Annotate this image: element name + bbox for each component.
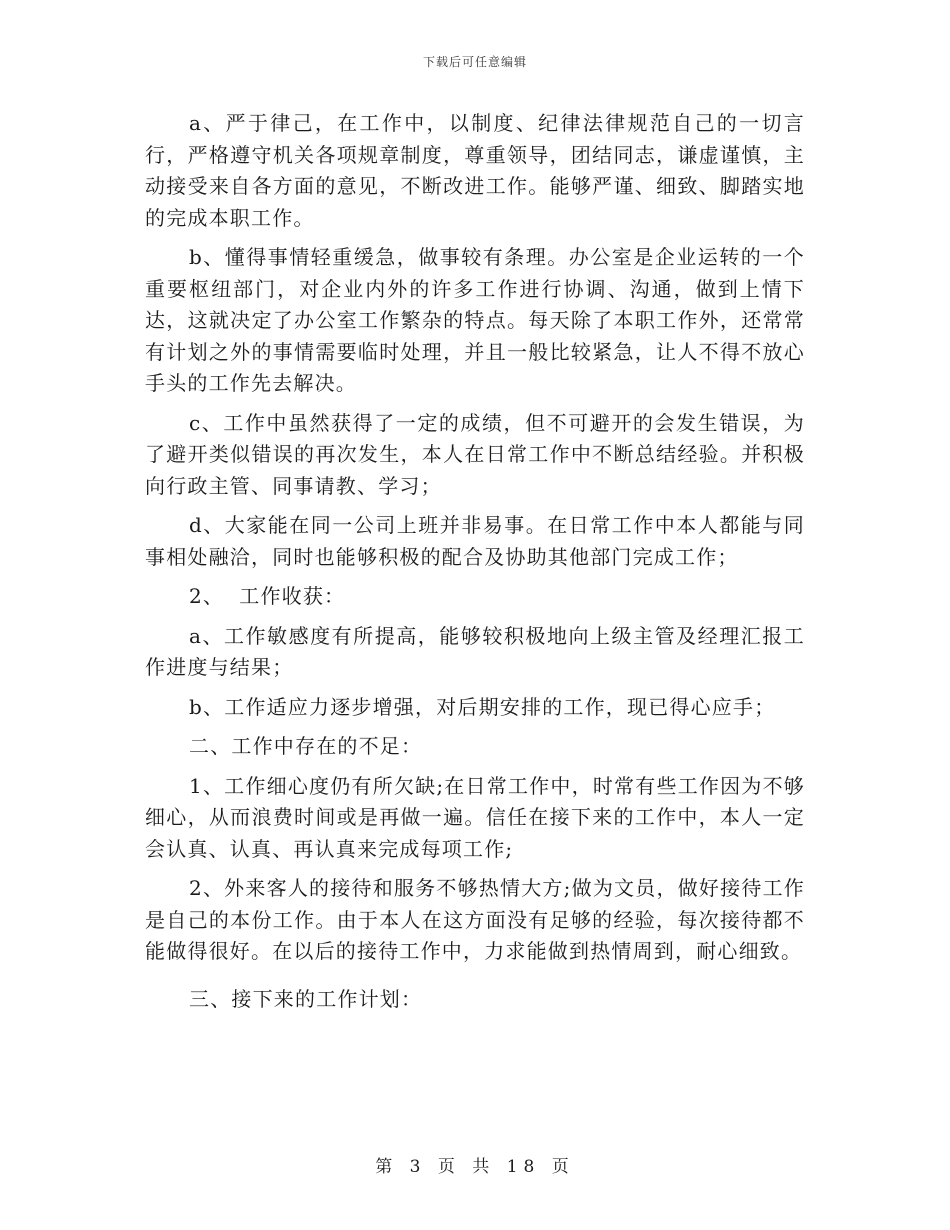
paragraph-shortcoming-2-reception: 2、外来客人的接待和服务不够热情大方;做为文员，做好接待工作是自己的本份工作。由于本人在这方面没有足够的经验，每次接待都不能做得很好。在以后的接待工作中，力求能做到热情周到，耐心细致。 <box>145 876 805 963</box>
paragraph-a-self-discipline: a、严于律己，在工作中，以制度、纪律法律规范自己的一切言行，严格遵守机关各项规章制度，尊重领导，团结同志，谦虚谨慎，主动接受来自各方面的意见，不断改进工作。能够严谨、细致、脚踏实地的完成本职工作。 <box>145 111 805 230</box>
paragraph-c-mistakes: c、工作中虽然获得了一定的成绩，但不可避开的会发生错误，为了避开类似错误的再次发生，本人在日常工作中不断总结经验。并积极向行政主管、同事请教、学习； <box>145 410 805 498</box>
paragraph-gain-b-adaptability: b、工作适应力逐步增强，对后期安排的工作，现已得心应手； <box>189 694 776 719</box>
paragraph-b-priorities: b、懂得事情轻重缓急，做事较有条理。办公室是企业运转的一个重要枢纽部门，对企业内外的许多工作进行协调、沟通，做到上情下达，这就决定了办公室工作繁杂的特点。每天除了本职工作外，还常常有计划之外的事情需要临时处理，并且一般比较紧急，让人不得不放心手头的工作先去解决。 <box>145 245 805 395</box>
page-number-footer: 第 3 页 共 18 页 <box>375 1157 575 1177</box>
section-shortcomings-heading: 二、工作中存在的不足： <box>189 734 423 758</box>
paragraph-shortcoming-1-carefulness: 1、工作细心度仍有所欠缺;在日常工作中，时常有些工作因为不够细心，从而浪费时间或是再做一遍。信任在接下来的工作中，本人一定会认真、认真、再认真来完成每项工作; <box>145 773 805 861</box>
section-work-gains-heading: 2、 工作收获： <box>189 584 346 608</box>
paragraph-d-colleagues: d、大家能在同一公司上班并非易事。在日常工作中本人都能与同事相处融洽，同时也能够积极的配合及协助其他部门完成工作； <box>145 513 805 569</box>
document-body <box>145 108 805 1023</box>
paragraph-gain-a-sensitivity: a、工作敏感度有所提高，能够较积极地向上级主管及经理汇报工作进度与结果； <box>145 623 805 679</box>
header-note: 下载后可任意编辑 <box>422 55 527 69</box>
section-next-plan-heading: 三、接下来的工作计划： <box>189 986 423 1011</box>
